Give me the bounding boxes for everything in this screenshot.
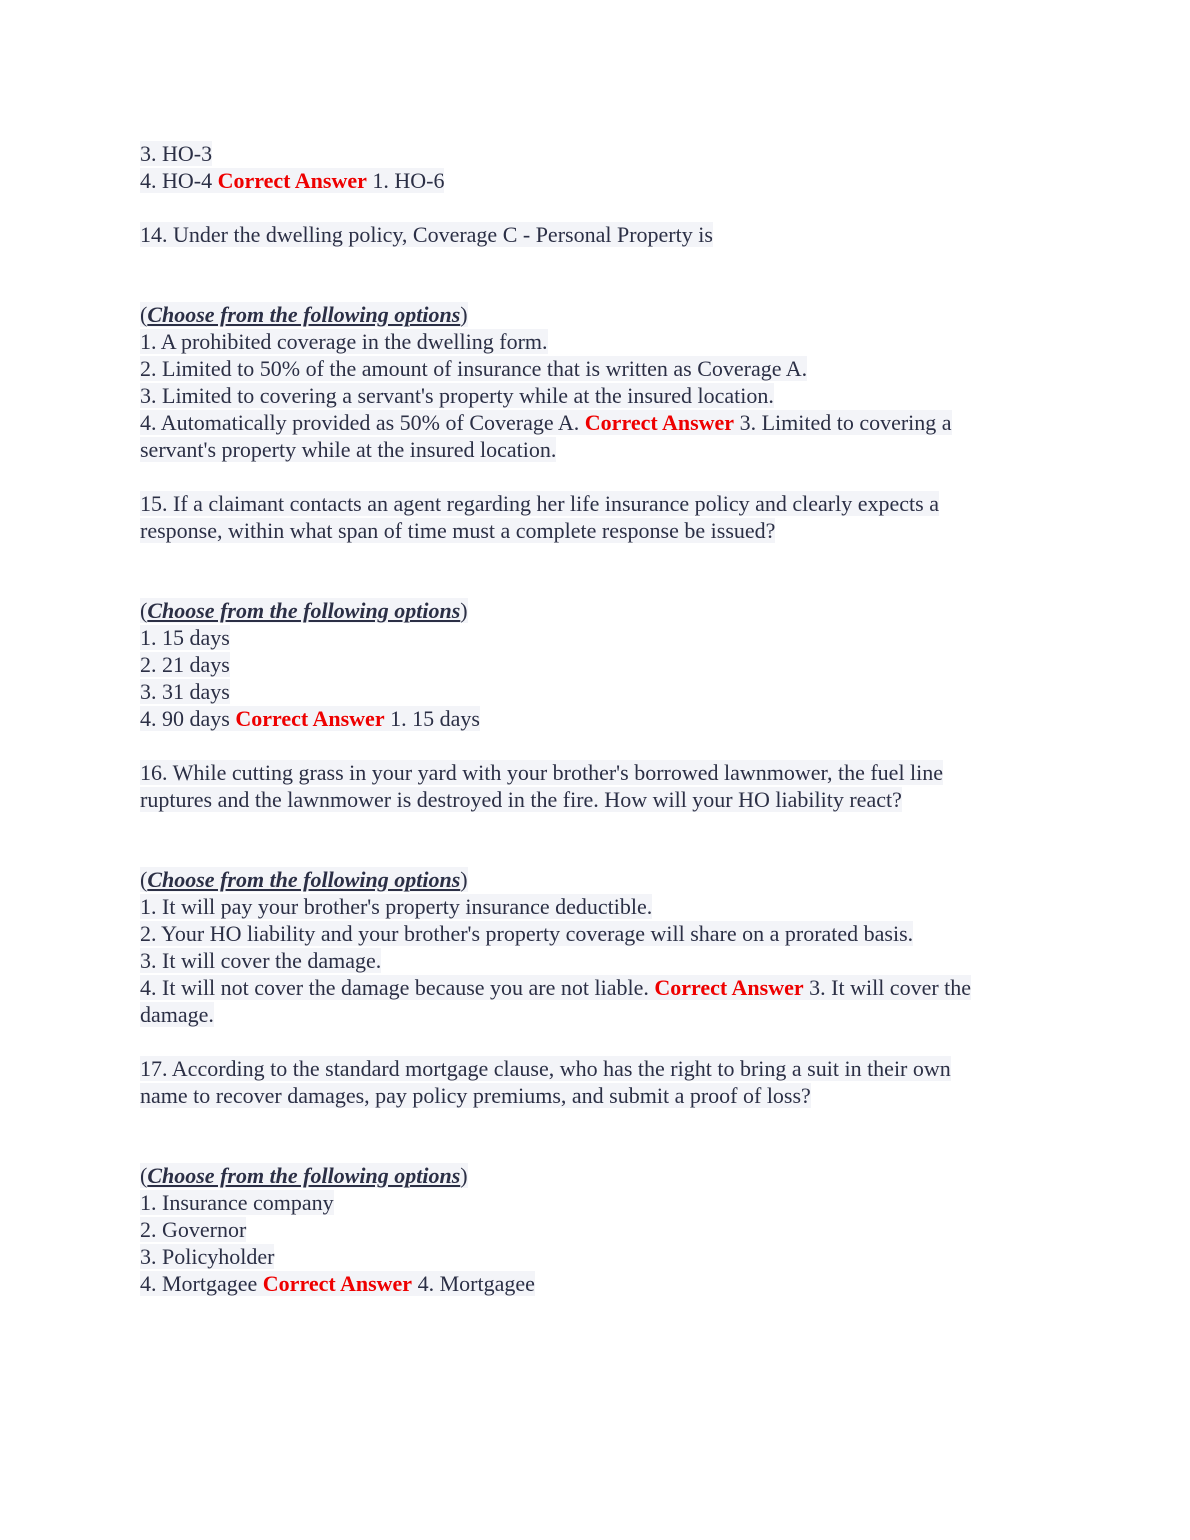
correct-answer-text: damage.: [140, 1002, 214, 1027]
question-text: 15. If a claimant contacts an agent regarding her life insurance policy and clearly expects a: [140, 491, 939, 516]
question-text: ruptures and the lawnmower is destroyed in the fire. How will your HO liability react?: [140, 787, 902, 812]
option-line: [140, 436, 1040, 463]
choose-header: (Choose from the following options): [140, 302, 468, 327]
option-line: [140, 1001, 1040, 1028]
option-line: 1. It will pay your brother's property insurance deductible.: [140, 894, 653, 919]
option-line: 4. It will not cover the damage because you are not liable. Correct Answer 3. It will cover the: [140, 975, 972, 1000]
option-line: 4. 90 days Correct Answer 1. 15 days: [140, 706, 480, 731]
option-line: 3. Policyholder: [140, 1244, 275, 1269]
correct-answer-text: servant's property while at the insured location.: [140, 437, 557, 462]
option-line: 1. A prohibited coverage in the dwelling form.: [140, 329, 548, 354]
choose-header: (Choose from the following options): [140, 1163, 468, 1188]
option-line: 4. Mortgagee Correct Answer 4. Mortgagee: [140, 1271, 535, 1296]
correct-answer-text: 3. It will cover the: [809, 975, 972, 1000]
correct-answer-label: Correct Answer: [262, 1271, 413, 1296]
question-text: response, within what span of time must a complete response be issued?: [140, 518, 776, 543]
option-line: 2. Governor: [140, 1217, 247, 1242]
option-line: 3. It will cover the damage.: [140, 948, 382, 973]
option-line: 4. Automatically provided as 50% of Coverage A. Correct Answer 3. Limited to covering a: [140, 410, 952, 435]
correct-answer-label: Correct Answer: [235, 706, 385, 731]
option-line: 3. Limited to covering a servant's property while at the insured location.: [140, 383, 774, 408]
option-line: 2. 21 days: [140, 652, 230, 677]
option-line: 2. Limited to 50% of the amount of insurance that is written as Coverage A.: [140, 356, 808, 381]
document-page: [140, 140, 1040, 1297]
correct-answer-text: 1. 15 days: [390, 706, 480, 731]
question-text: 17. According to the standard mortgage clause, who has the right to bring a suit in their own: [140, 1056, 951, 1081]
correct-answer-text: 1. HO-6: [372, 168, 445, 193]
option-line: 2. Your HO liability and your brother's property coverage will share on a prorated basis.: [140, 921, 914, 946]
correct-answer-label: Correct Answer: [217, 168, 367, 193]
option-line: 1. 15 days: [140, 625, 230, 650]
question-text: 14. Under the dwelling policy, Coverage C - Personal Property is: [140, 222, 713, 247]
option-line: 3. HO-3: [140, 141, 213, 166]
question-text: name to recover damages, pay policy premiums, and submit a proof of loss?: [140, 1083, 811, 1108]
correct-answer-text: 4. Mortgagee: [417, 1271, 535, 1296]
option-line: 3. 31 days: [140, 679, 230, 704]
correct-answer-text: 3. Limited to covering a: [739, 410, 952, 435]
choose-header: (Choose from the following options): [140, 598, 468, 623]
question-text: 16. While cutting grass in your yard with your brother's borrowed lawnmower, the fuel line: [140, 760, 944, 785]
choose-header: (Choose from the following options): [140, 867, 468, 892]
option-line: 1. Insurance company: [140, 1190, 334, 1215]
correct-answer-label: Correct Answer: [654, 975, 804, 1000]
option-line: 4. HO-4 Correct Answer 1. HO-6: [140, 168, 445, 193]
correct-answer-label: Correct Answer: [584, 410, 735, 435]
